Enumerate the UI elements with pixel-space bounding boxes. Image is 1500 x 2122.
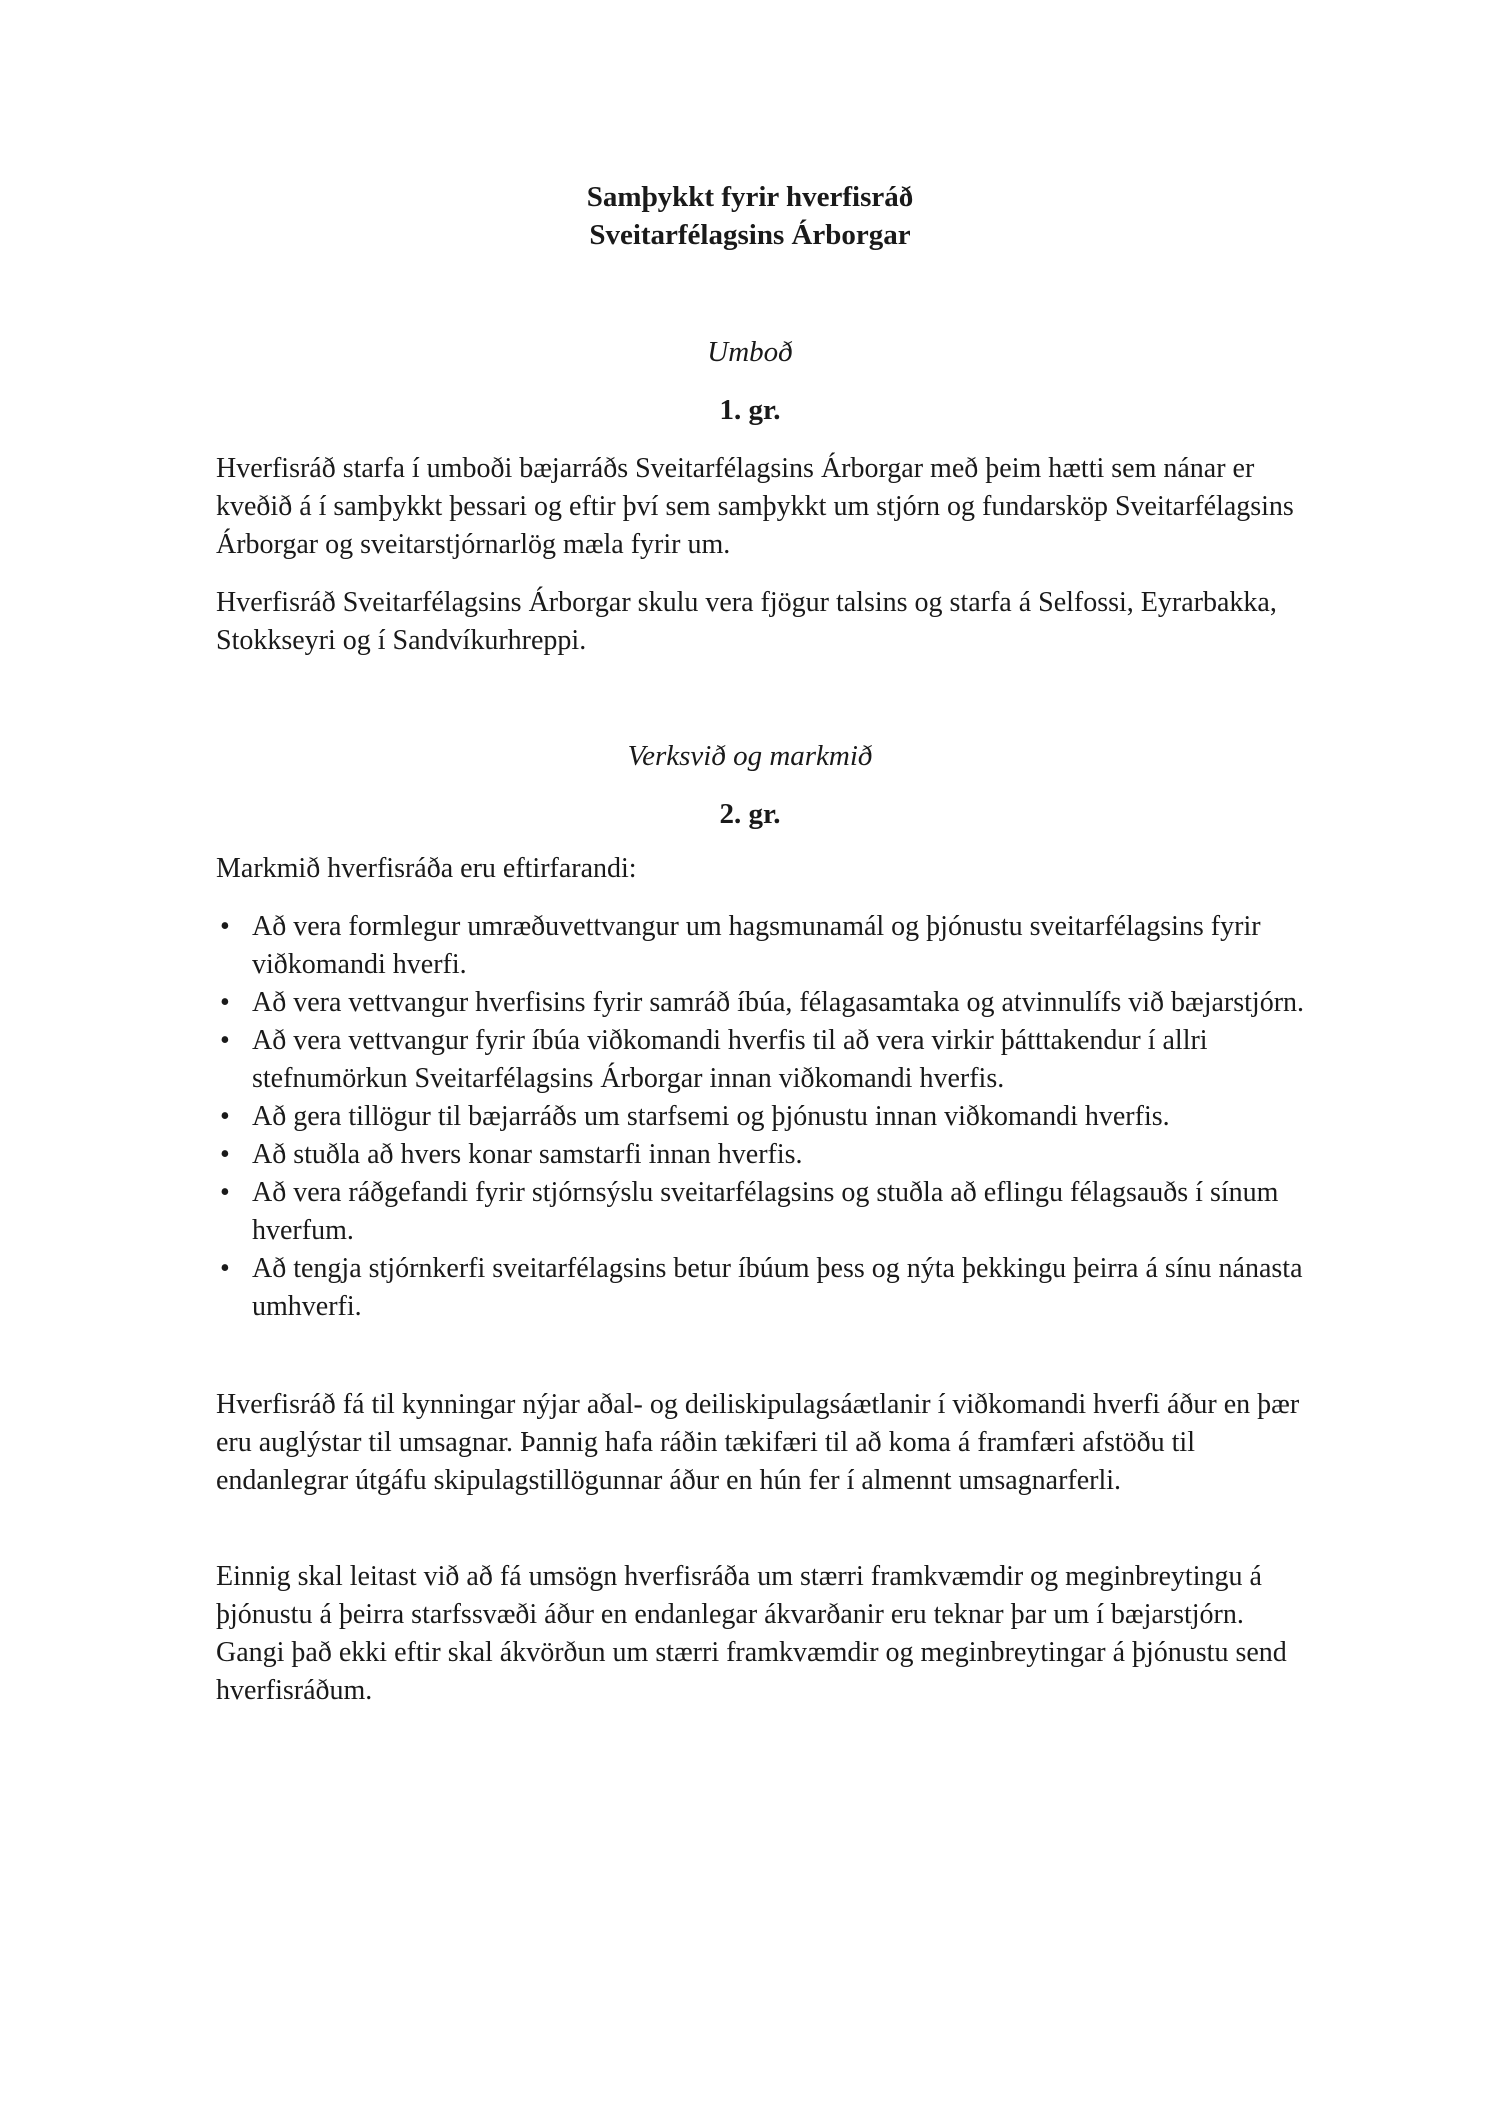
bullet-icon: • xyxy=(220,1101,230,1132)
bullet-icon: • xyxy=(220,1139,230,1170)
section-heading-verksvid: Verksvið og markmið xyxy=(627,740,873,772)
list-item-text: Að vera ráðgefandi fyrir stjórnsýslu sveitarfélagsins og stuðla að eflingu félagsauðs í sínum hverfum. xyxy=(252,1177,1279,1246)
list-item-text: Að gera tillögur til bæjarráðs um starfsemi og þjónustu innan viðkomandi hverfis. xyxy=(252,1101,1170,1132)
bullet-icon: • xyxy=(220,1253,230,1284)
list-item-text: Að vera vettvangur fyrir íbúa viðkomandi hverfis til að vera virkir þátttakendur í allri stefnumörkun Sveitarfélagsins Árborgar innan viðkomandi hverfis. xyxy=(252,1025,1208,1094)
bullet-icon: • xyxy=(220,1025,230,1056)
list-item-text: Að vera formlegur umræðuvettvangur um hagsmunamál og þjónustu sveitarfélagsins fyrir viðkomandi hverfi. xyxy=(252,911,1261,980)
paragraph-2-intro: Markmið hverfisráða eru eftirfarandi: xyxy=(216,853,637,884)
list-item xyxy=(216,984,1306,1022)
bullet-icon: • xyxy=(220,1177,230,1208)
list-item-text: Að tengja stjórnkerfi sveitarfélagsins betur íbúum þess og nýta þekkingu þeirra á sínu nánasta umhverfi. xyxy=(252,1253,1303,1322)
list-item xyxy=(216,908,1306,984)
article-number-1: 1. gr. xyxy=(719,394,781,426)
list-item xyxy=(216,1174,1306,1250)
paragraph-1-1: Hverfisráð starfa í umboði bæjarráðs Sveitarfélagsins Árborgar með þeim hætti sem nánar er kveðið á í samþykkt þessari og eftir því sem samþykkt um stjórn og fundarsköp Sveitarfélagsins Árborgar og sveitarstjórnarlög mæla fyrir um. xyxy=(216,453,1294,560)
section-heading-umbod: Umboð xyxy=(707,336,793,368)
list-item xyxy=(216,1022,1306,1098)
article-number-2: 2. gr. xyxy=(719,798,781,830)
title-line-2: Sveitarfélagsins Árborgar xyxy=(589,219,911,251)
list-item xyxy=(216,1136,1306,1174)
list-item xyxy=(216,1098,1306,1136)
bullet-icon: • xyxy=(220,911,230,942)
list-item-text: Að stuðla að hvers konar samstarfi innan hverfis. xyxy=(252,1139,803,1170)
list-item-text: Að vera vettvangur hverfisins fyrir samráð íbúa, félagasamtaka og atvinnulífs við bæjarstjórn. xyxy=(252,987,1305,1018)
paragraph-2-1: Hverfisráð fá til kynningar nýjar aðal- og deiliskipulagsáætlanir í viðkomandi hverfi áður en þær eru auglýstar til umsagnar. Þannig hafa ráðin tækifæri til að koma á framfæri afstöðu til endanlegrar útgáfu skipulagstillögunnar áður en hún fer í almennt umsagnarferli. xyxy=(216,1389,1300,1496)
goals-list xyxy=(216,908,1306,1326)
list-item xyxy=(216,1250,1306,1326)
document-title xyxy=(0,178,1500,254)
title-line-1: Samþykkt fyrir hverfisráð xyxy=(586,181,914,213)
paragraph-1-2: Hverfisráð Sveitarfélagsins Árborgar skulu vera fjögur talsins og starfa á Selfossi, Eyrarbakka, Stokkseyri og í Sandvíkurhreppi. xyxy=(216,587,1277,656)
bullet-icon: • xyxy=(220,987,230,1018)
paragraph-2-2: Einnig skal leitast við að fá umsögn hverfisráða um stærri framkvæmdir og meginbreytingu á þjónustu á þeirra starfssvæði áður en endanlegar ákvarðanir eru teknar þar um í bæjarstjórn. Gangi það ekki eftir skal ákvörðun um stærri framkvæmdir og meginbreytingar á þjónustu send hverfisráðum. xyxy=(216,1561,1287,1706)
